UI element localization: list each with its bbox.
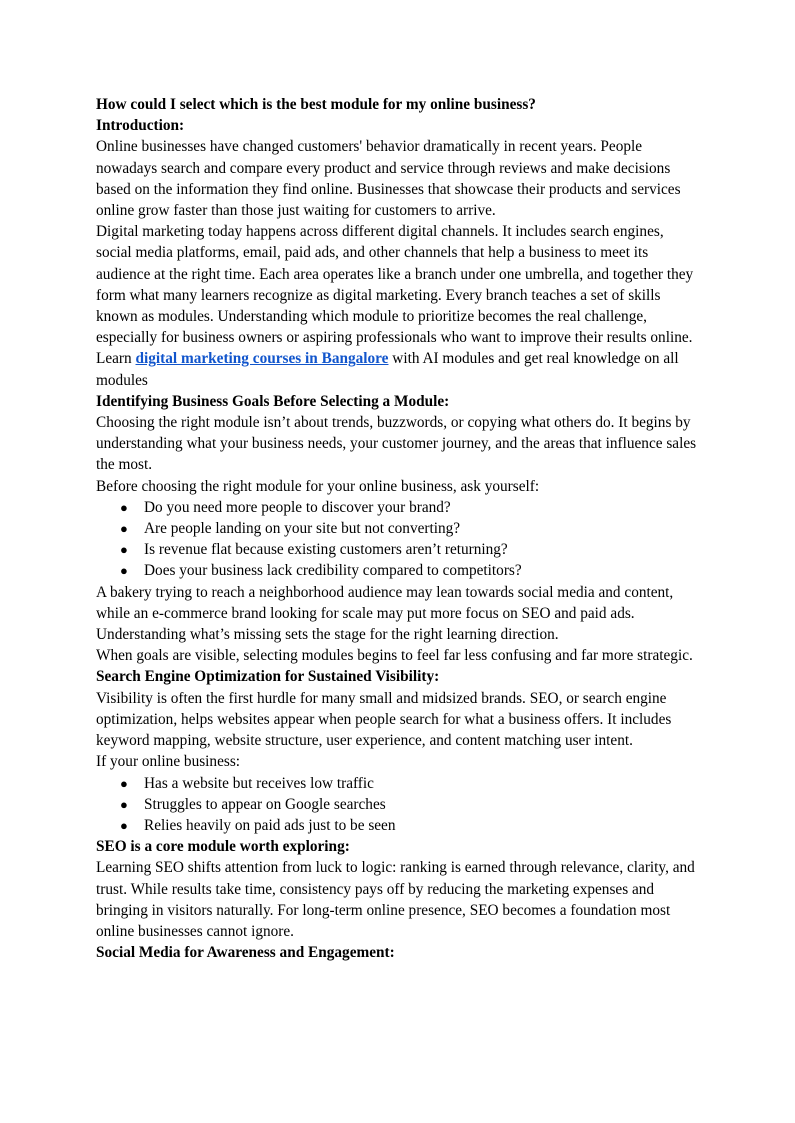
bullet-icon: ● <box>120 563 128 579</box>
seo-core-heading: SEO is a core module worth exploring: <box>96 838 350 856</box>
list-item <box>96 794 701 815</box>
goals-paragraph-1: Choosing the right module isn’t about trends, buzzwords, or copying what others do. It begins by understanding what your business needs, your customer journey, and the areas that influence sales the most. <box>96 414 697 474</box>
intro-paragraph-2-text-after: with AI modules and get real knowledge on all modules <box>96 350 679 389</box>
bullet-icon: ● <box>120 796 128 812</box>
social-media-heading: Social Media for Awareness and Engagement: <box>96 944 395 962</box>
bullet-icon: ● <box>120 817 128 833</box>
seo-core-paragraph: Learning SEO shifts attention from luck to logic: ranking is earned through relevance, clarity, and trust. While results take time, consistency pays off by reducing the marketing expenses and bringing in visitors naturally. For long-term online presence, SEO becomes a foundation most online businesses cannot ignore. <box>96 859 695 940</box>
goals-paragraph-3: A bakery trying to reach a neighborhood audience may lean towards social media and content, while an e-commerce brand looking for scale may put more focus on SEO and paid ads. Understanding what’s missing sets the stage for the right learning direction. <box>96 583 674 644</box>
goals-question-list <box>96 497 701 582</box>
bullet-icon: ● <box>120 521 128 537</box>
intro-paragraph-2 <box>96 221 701 391</box>
bullet-icon: ● <box>120 542 128 558</box>
document-body <box>96 94 701 963</box>
list-item-text: Struggles to appear on Google searches <box>144 795 386 813</box>
seo-heading: Search Engine Optimization for Sustained Visibility: <box>96 668 440 686</box>
list-item-text: Do you need more people to discover your brand? <box>144 498 451 516</box>
intro-paragraph-2-text-before: Digital marketing today happens across different digital channels. It includes search engines, social media platforms, email, paid ads, and other channels that help a business to meet its audience at the right time. Each area operates like a branch under one umbrella, and together they form what many learners recognize as digital marketing. Every branch teaches a set of skills known as modules. Understanding which module to prioritize becomes the real challenge, especially for business owners or aspiring professionals who want to improve their results online. Learn <box>96 223 694 368</box>
list-item <box>96 497 701 518</box>
list-item <box>96 560 701 581</box>
list-item-text: Has a website but receives low traffic <box>144 774 374 792</box>
seo-paragraph-2: If your online business: <box>96 753 241 771</box>
list-item <box>96 518 701 539</box>
document-title: How could I select which is the best module for my online business? <box>96 96 536 113</box>
list-item-text: Are people landing on your site but not converting? <box>144 520 461 538</box>
list-item-text: Is revenue flat because existing customers aren’t returning? <box>144 541 508 559</box>
list-item <box>96 539 701 560</box>
intro-paragraph-1: Online businesses have changed customers' behavior dramatically in recent years. People nowadays search and compare every product and service through reviews and make decisions based on the information they find online. Businesses that showcase their products and services online grow faster than those just waiting for customers to arrive. <box>96 138 681 220</box>
list-item-text: Relies heavily on paid ads just to be seen <box>144 816 396 834</box>
digital-marketing-courses-link[interactable]: digital marketing courses in Bangalore <box>135 350 389 368</box>
seo-condition-list <box>96 773 701 837</box>
list-item-text: Does your business lack credibility compared to competitors? <box>144 562 522 580</box>
bullet-icon: ● <box>120 775 128 791</box>
goals-paragraph-4: When goals are visible, selecting modules begins to feel far less confusing and far more strategic. <box>96 647 693 665</box>
goals-heading: Identifying Business Goals Before Selecting a Module: <box>96 392 450 410</box>
goals-paragraph-2: Before choosing the right module for your online business, ask yourself: <box>96 477 540 495</box>
bullet-icon: ● <box>120 499 128 515</box>
list-item <box>96 815 701 836</box>
list-item <box>96 773 701 794</box>
seo-paragraph-1: Visibility is often the first hurdle for many small and midsized brands. SEO, or search engine optimization, helps websites appear when people search for what a business offers. It includes keyword mapping, website structure, user experience, and content matching user intent. <box>96 689 672 750</box>
intro-heading: Introduction: <box>96 117 185 135</box>
